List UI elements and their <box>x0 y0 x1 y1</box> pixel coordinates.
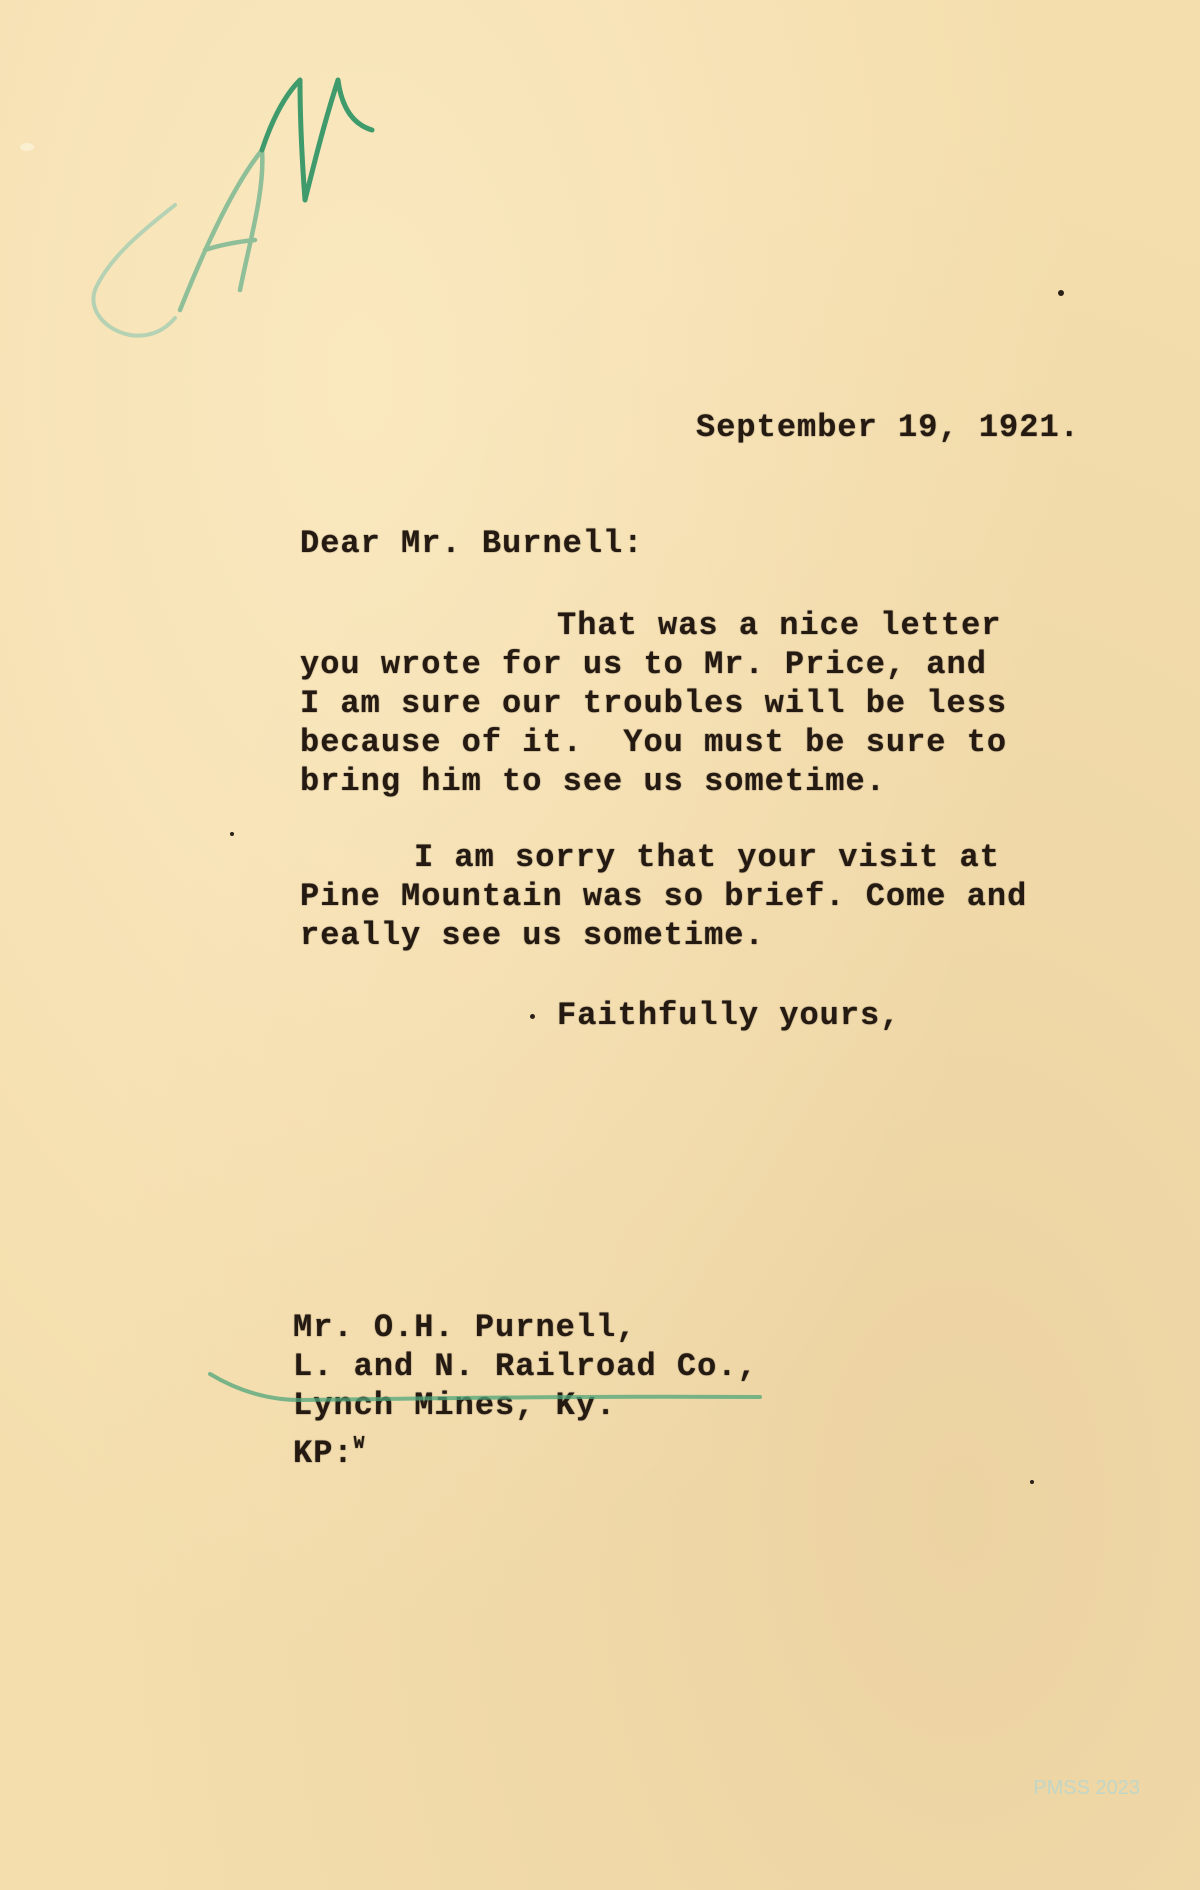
letter-date: September 19, 1921. <box>696 409 1080 446</box>
ink-speck <box>530 1014 535 1019</box>
paragraph-line: bring him to see us sometime. <box>300 763 886 800</box>
ink-speck <box>230 832 234 836</box>
initials-text: KP: <box>293 1435 354 1472</box>
ink-speck <box>20 143 34 151</box>
address-line: Mr. O.H. Purnell, <box>293 1309 637 1346</box>
ink-speck <box>1058 290 1064 296</box>
paragraph-line: really see us sometime. <box>300 917 765 954</box>
initials-suffix: W <box>353 1434 366 1454</box>
address-line: L. and N. Railroad Co., <box>293 1348 758 1385</box>
paragraph-line: you wrote for us to Mr. Price, and <box>300 646 987 683</box>
paragraph-line: because of it. You must be sure to <box>300 724 1008 761</box>
closing: Faithfully yours, <box>557 997 901 1034</box>
paragraph-line: Pine Mountain was so brief. Come and <box>300 878 1028 915</box>
paragraph-1-first-line: That was a nice letter <box>557 607 1002 644</box>
paragraph-line: I am sure our troubles will be less <box>300 685 1008 722</box>
address-line: Lynch Mines, Ky. <box>293 1387 617 1424</box>
watermark: PMSS 2023 <box>1033 1777 1140 1799</box>
ink-speck <box>1030 1480 1034 1484</box>
salutation: Dear Mr. Burnell: <box>300 525 644 562</box>
paragraph-2-first-line: I am sorry that your visit at <box>414 839 1000 876</box>
